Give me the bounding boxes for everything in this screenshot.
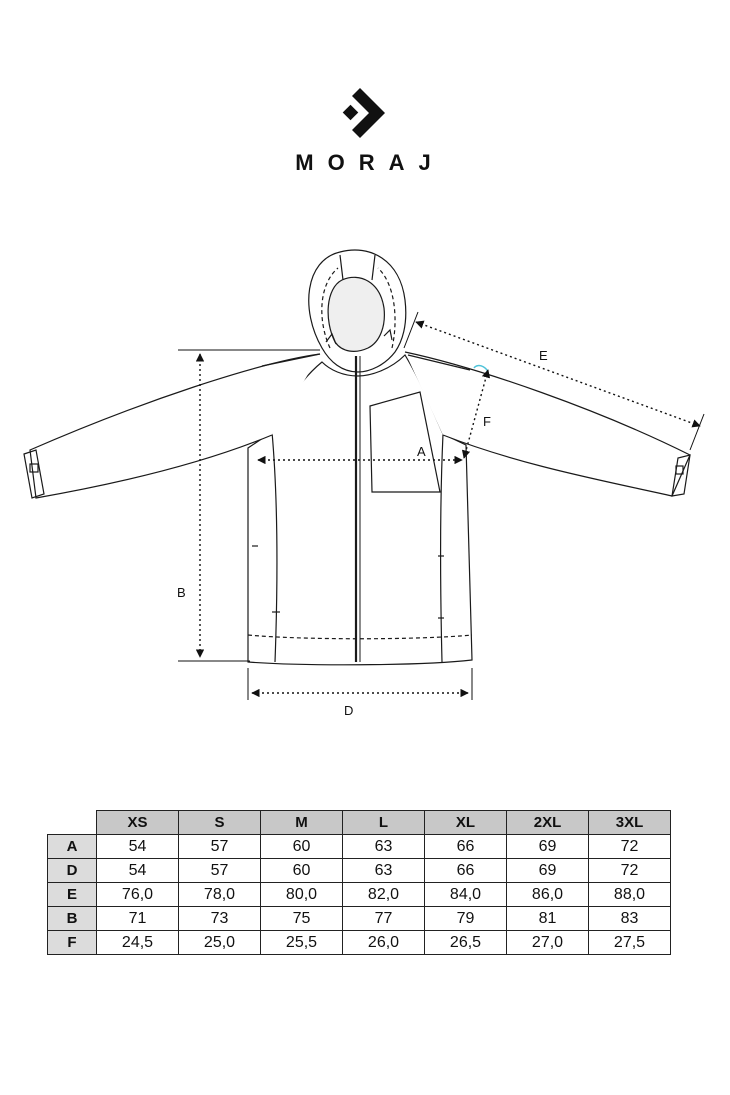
label-e: E (539, 348, 548, 363)
row-label: B (48, 907, 97, 931)
table-cell: 71 (97, 907, 179, 931)
table-cell: 78,0 (179, 883, 261, 907)
table-row (48, 931, 671, 955)
table-corner (48, 811, 97, 835)
size-header-3xl: 3XL (589, 811, 671, 835)
table-cell: 25,0 (179, 931, 261, 955)
size-header-row (48, 811, 671, 835)
table-row (48, 835, 671, 859)
label-d: D (344, 703, 354, 718)
label-f: F (483, 414, 491, 429)
jacket-drawing (0, 230, 730, 730)
size-header-s: S (179, 811, 261, 835)
table-cell: 79 (425, 907, 507, 931)
label-a: A (417, 444, 426, 459)
table-cell: 26,0 (343, 931, 425, 955)
row-label: E (48, 883, 97, 907)
table-cell: 66 (425, 835, 507, 859)
table-cell: 27,5 (589, 931, 671, 955)
label-b: B (177, 585, 186, 600)
table-cell: 54 (97, 835, 179, 859)
table-cell: 83 (589, 907, 671, 931)
table-cell: 76,0 (97, 883, 179, 907)
row-label: D (48, 859, 97, 883)
table-row (48, 907, 671, 931)
table-cell: 80,0 (261, 883, 343, 907)
size-header-xs: XS (97, 811, 179, 835)
table-cell: 77 (343, 907, 425, 931)
table-row (48, 883, 671, 907)
table-cell: 69 (507, 859, 589, 883)
table-cell: 57 (179, 859, 261, 883)
table-cell: 27,0 (507, 931, 589, 955)
table-cell: 81 (507, 907, 589, 931)
size-chart-table (47, 810, 671, 955)
table-cell: 84,0 (425, 883, 507, 907)
table-cell: 63 (343, 835, 425, 859)
size-header-xl: XL (425, 811, 507, 835)
table-cell: 60 (261, 859, 343, 883)
table-row (48, 859, 671, 883)
table-cell: 66 (425, 859, 507, 883)
table-cell: 82,0 (343, 883, 425, 907)
table-cell: 72 (589, 835, 671, 859)
table-cell: 25,5 (261, 931, 343, 955)
table-cell: 26,5 (425, 931, 507, 955)
table-cell: 24,5 (97, 931, 179, 955)
table-cell: 57 (179, 835, 261, 859)
row-label: A (48, 835, 97, 859)
table-cell: 54 (97, 859, 179, 883)
size-header-m: M (261, 811, 343, 835)
size-header-l: L (343, 811, 425, 835)
table-cell: 63 (343, 859, 425, 883)
table-cell: 88,0 (589, 883, 671, 907)
size-header-2xl: 2XL (507, 811, 589, 835)
brand-name: MORAJ (295, 150, 445, 175)
chevron-arrow-logo-icon (340, 88, 394, 138)
table-cell: 73 (179, 907, 261, 931)
jacket-measurement-diagram (0, 230, 730, 730)
table-cell: 72 (589, 859, 671, 883)
row-label: F (48, 931, 97, 955)
brand-header (0, 0, 730, 200)
table-cell: 69 (507, 835, 589, 859)
table-cell: 75 (261, 907, 343, 931)
jacket-outline (24, 250, 690, 665)
table-cell: 60 (261, 835, 343, 859)
table-cell: 86,0 (507, 883, 589, 907)
